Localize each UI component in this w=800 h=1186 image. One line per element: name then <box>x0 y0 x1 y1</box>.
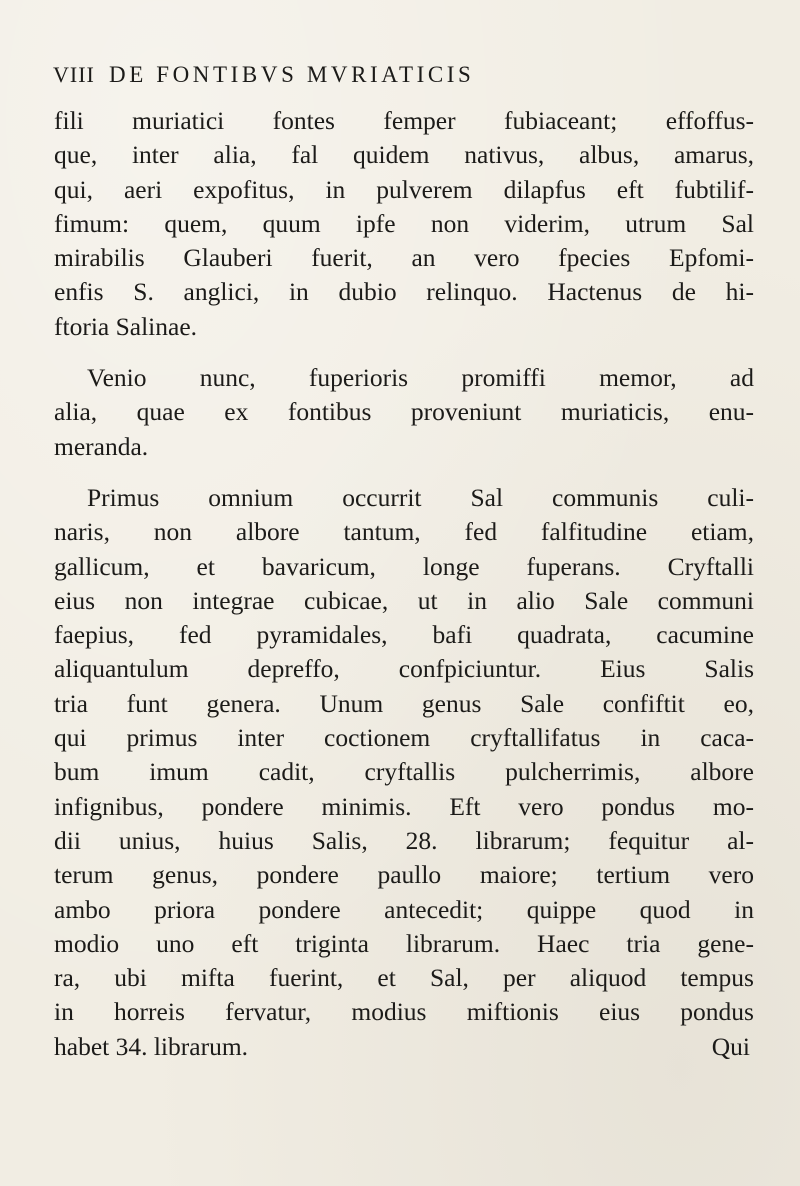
text-line: faepius, fed pyramidales, bafi quadrata, cacumine <box>54 620 754 650</box>
body-text <box>54 104 754 1064</box>
text-line: meranda. <box>54 431 149 461</box>
text-line: Primus omnium occurrit Sal communis culi- <box>87 482 754 512</box>
paragraph-1 <box>54 104 754 344</box>
text-line: ftoria Salinae. <box>54 311 198 341</box>
paragraph-3 <box>54 481 754 1064</box>
text-line: gallicum, et bavaricum, longe fuperans. Cryftalli <box>54 551 754 581</box>
catchword: Qui <box>711 1031 750 1061</box>
text-line: tria funt genera. Unum genus Sale confiftit eo, <box>54 688 754 718</box>
text-line: bum imum cadit, cryftallis pulcherrimis, albore <box>54 757 754 787</box>
text-line: ambo priora pondere antecedit; quippe quod in <box>54 894 754 924</box>
text-line: dii unius, huius Salis, 28. librarum; fequitur al- <box>54 825 754 855</box>
text-line: modio uno eft triginta librarum. Haec tria gene- <box>54 928 754 958</box>
text-line: alia, quae ex fontibus proveniunt muriaticis, enu- <box>54 397 754 427</box>
text-line: fili muriatici fontes femper fubiaceant; effoffus- <box>54 106 754 135</box>
text-line: enfis S. anglici, in dubio relinquo. Hactenus de hi- <box>54 277 754 307</box>
text-line: Venio nunc, fuperioris promiffi memor, ad <box>87 363 754 393</box>
paragraph-2 <box>54 361 754 464</box>
text-line: mirabilis Glauberi fuerit, an vero fpecies Epfomi- <box>54 243 754 273</box>
text-line: habet 34. librarum. <box>54 1031 249 1061</box>
folio-number: VIII <box>53 62 95 87</box>
running-title: DE FONTIBVS MVRIATICIS <box>109 62 475 87</box>
text-line: fimum: quem, quum ipfe non viderim, utrum Sal <box>54 208 754 238</box>
text-line: terum genus, pondere paullo maiore; tertium vero <box>54 860 754 890</box>
text-line: ra, ubi mifta fuerint, et Sal, per aliquod tempus <box>54 963 754 993</box>
text-line: aliquantulum depreffo, confpiciuntur. Eius Salis <box>54 654 754 684</box>
text-line: qui, aeri expofitus, in pulverem dilapfus eft fubtilif- <box>54 174 754 204</box>
text-line: in horreis fervatur, modius miftionis eius pondus <box>54 997 754 1027</box>
paragraph-gap <box>54 344 754 361</box>
text-line: que, inter alia, fal quidem nativus, albus, amarus, <box>54 140 754 170</box>
text-line: infignibus, pondere minimis. Eft vero pondus mo- <box>54 791 754 821</box>
page-header <box>53 62 753 98</box>
text-line: naris, non albore tantum, fed falfitudine etiam, <box>54 517 754 547</box>
text-line: eius non integrae cubicae, ut in alio Sale communi <box>54 585 754 615</box>
paragraph-gap <box>54 464 754 481</box>
last-line-with-catchword <box>54 1030 754 1064</box>
text-line: qui primus inter coctionem cryftallifatus in caca- <box>54 723 754 753</box>
